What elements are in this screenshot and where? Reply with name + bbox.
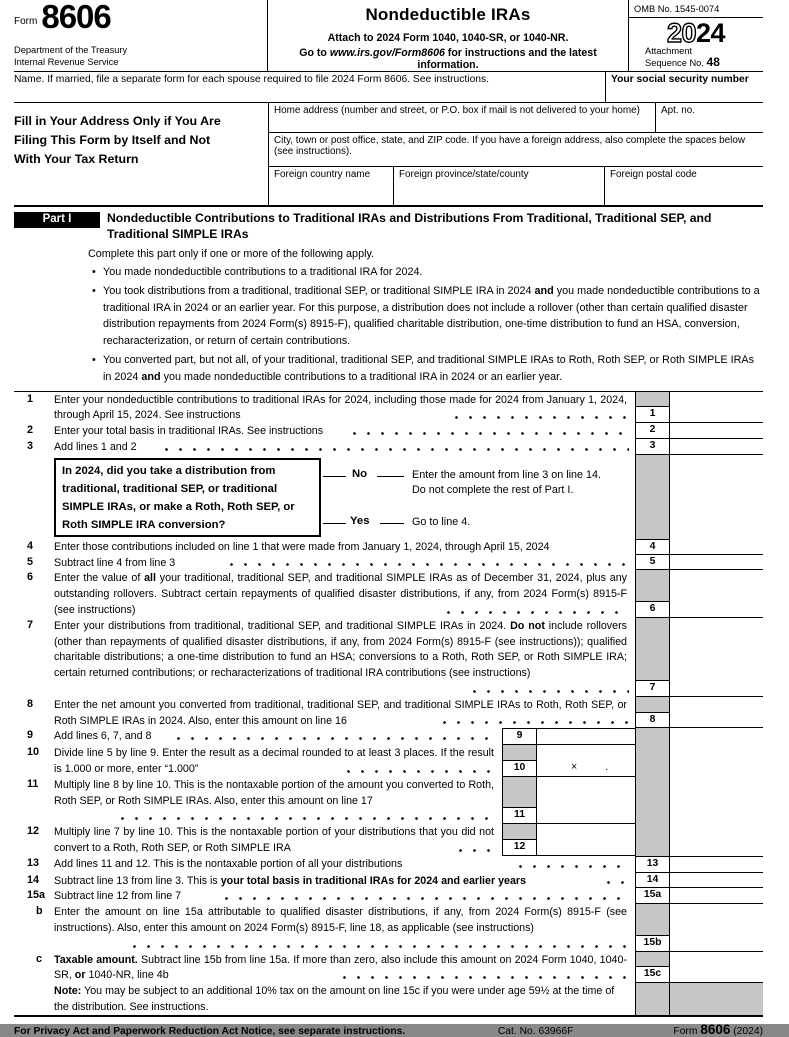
home-address-field[interactable] xyxy=(269,103,655,132)
dot-leader xyxy=(132,944,629,949)
foreign-country-label: Foreign country name xyxy=(274,169,371,180)
line-6-amount-input[interactable] xyxy=(670,602,763,617)
shaded-column xyxy=(635,824,670,856)
line-14-number: 14 xyxy=(27,873,40,886)
city-state-zip-field[interactable] xyxy=(269,133,763,167)
line-15a-box-number: 15a xyxy=(635,888,670,903)
line-1-box-number: 1 xyxy=(635,407,670,422)
line-7-box-number: 7 xyxy=(635,681,670,696)
line-1-amount-input[interactable] xyxy=(670,407,763,422)
form-title-block xyxy=(268,0,628,71)
form-id-block xyxy=(14,0,268,71)
line-6-label: Enter the value of all your traditional, traditional SEP, and traditional SIMPLE IRAs as of December 31, 2024, plus any outstanding rollovers. Subtract certain repayments of qualified disaster distributions, if any, from 2024 Form(s) 8915-F (see instructions) xyxy=(54,572,627,616)
line-9-row xyxy=(14,728,763,745)
dot-leader xyxy=(342,975,629,980)
bullet-item: • You made nondeductible contributions to a traditional IRA for 2024. xyxy=(92,264,763,281)
line-15b-amount-input[interactable] xyxy=(670,936,763,951)
foreign-country-field[interactable] xyxy=(269,167,393,205)
line-3-box-number: 3 xyxy=(635,439,670,454)
shaded-cell xyxy=(502,824,537,840)
line-15b-number: b xyxy=(36,905,43,918)
line-7-label: Enter your distributions from traditional, traditional SEP, and traditional SIMPLE IRAs in 2024. Do not include rollovers (other than repayments of qualified disaster distributions, if any, from 2024 Form(s) 8915-F (see instructions)); qualified charitable distributions; a one-time distribution to fund an HSA; conversions to a Roth, Roth SEP, or Roth SIMPLE IRA; certain returned contributions; or recharacterizations of traditional IRA contributions (see instructions) xyxy=(54,618,635,697)
shaded-cell xyxy=(635,904,670,936)
line-12-amount-input[interactable] xyxy=(537,840,635,855)
dot-leader xyxy=(120,816,496,821)
connector-line xyxy=(323,476,346,477)
line-5-row xyxy=(14,555,763,571)
dot-leader xyxy=(458,848,496,853)
line-15c-label: Taxable amount. Subtract line 15b from line 15a. If more than zero, also include this amount on 2024 Form 1040, 1040-SR, or 1040-NR, line 4b xyxy=(54,953,627,982)
line-12-row xyxy=(14,824,763,856)
line-15a-number: 15a xyxy=(27,889,46,902)
line-8-row xyxy=(14,697,763,729)
name-label: Name. If married, file a separate form for each spouse required to file 2024 Form 8606. See instructions. xyxy=(14,74,490,85)
city-state-zip-label: City, town or post office, state, and ZIP code. If you have a foreign address, also complete the spaces below (see instructions). xyxy=(274,135,745,157)
line-10-box-number: 10 xyxy=(502,761,537,776)
line-15c-box-number: 15c xyxy=(635,967,670,982)
shaded-cell xyxy=(502,745,537,761)
line-9-number: 9 xyxy=(27,729,34,742)
goto-instruction xyxy=(268,47,628,71)
dot-leader xyxy=(164,447,629,452)
catalog-number: Cat. No. 63966F xyxy=(497,1025,574,1037)
line-15b-row xyxy=(14,904,763,951)
line-4-label: Enter those contributions included on line 1 that were made from January 1, 2024, through April 15, 2024 xyxy=(54,540,550,553)
line-15b-box-number: 15b xyxy=(635,936,670,951)
line-12-box-number: 12 xyxy=(502,840,537,855)
line-10-number: 10 xyxy=(27,746,40,759)
line-7-amount-input[interactable] xyxy=(670,681,763,696)
foreign-province-field[interactable] xyxy=(393,167,604,205)
line-15c-row xyxy=(14,952,763,984)
foreign-province-label: Foreign province/state/county xyxy=(399,169,529,180)
shaded-cell xyxy=(670,983,763,1015)
foreign-postal-field[interactable] xyxy=(604,167,763,205)
tax-year xyxy=(629,18,763,46)
goto-pre: Go to xyxy=(299,47,330,59)
shaded-cell xyxy=(635,392,670,408)
address-fields xyxy=(268,103,763,205)
year-outline: 20 xyxy=(666,18,696,48)
shaded-cell xyxy=(635,455,670,539)
line-8-box-number: 8 xyxy=(635,713,670,728)
form-title: Nondeductible IRAs xyxy=(365,5,531,24)
line-12-number: 12 xyxy=(27,825,40,838)
question-box: In 2024, did you take a distribution from traditional, traditional SEP, or traditional SIMPLE IRAs, or make a Roth, Roth SEP, or Roth SIMPLE IRA conversion? xyxy=(54,458,321,537)
bullet-item: • You converted part, but not all, of your traditional, traditional SEP, and traditional SIMPLE IRAs to Roth, Roth SEP, or Roth SIMPLE IRAs in 2024 and you made nondeductible contributions to a traditional IRA in 2024 or an earlier year. xyxy=(92,352,763,386)
line-9-box-number: 9 xyxy=(502,729,537,744)
yes-label: Yes xyxy=(350,514,370,527)
multiply-sign: × xyxy=(571,760,578,773)
note-row xyxy=(14,983,763,1015)
part1-badge: Part I xyxy=(14,212,100,228)
name-ssn-row xyxy=(14,72,763,103)
line-14-box-number: 14 xyxy=(635,873,670,888)
line-8-label: Enter the net amount you converted from traditional, traditional SEP, and traditional SIMPLE IRAs to Roth, Roth SEP, or Roth SIMPLE IRAs in 2024. Also, enter this amount on line 16 xyxy=(54,698,627,727)
dot-leader xyxy=(446,610,629,615)
shaded-cell xyxy=(635,618,670,681)
line-8-amount-input[interactable] xyxy=(670,713,763,728)
form-number: 8606 xyxy=(41,0,111,35)
line-4-number: 4 xyxy=(27,539,34,552)
line-13-amount-input[interactable] xyxy=(670,857,763,872)
line-9-amount-input[interactable] xyxy=(537,729,635,744)
line-13-number: 13 xyxy=(27,856,40,869)
shaded-cell xyxy=(635,570,670,602)
dot-leader xyxy=(229,562,629,567)
line-11-amount-input[interactable] xyxy=(537,808,635,823)
sequence-number: 48 xyxy=(706,55,720,69)
line-5-amount-input[interactable] xyxy=(670,555,763,570)
line-13-row xyxy=(14,856,763,873)
line-5-number: 5 xyxy=(27,555,34,568)
form-word: Form xyxy=(14,16,38,27)
part1-header xyxy=(14,207,763,245)
apt-no-field[interactable] xyxy=(655,103,763,132)
shaded-cell xyxy=(635,697,670,713)
attachment-label: Attachment xyxy=(645,46,693,56)
foreign-postal-label: Foreign postal code xyxy=(610,169,697,180)
part1-bullets xyxy=(92,264,763,386)
line-14-amount-input[interactable] xyxy=(670,873,763,888)
line-5-label: Subtract line 4 from line 3 xyxy=(54,555,635,571)
dept-line1: Department of the Treasury xyxy=(14,45,128,55)
form-footer xyxy=(14,1015,763,1037)
dot-leader xyxy=(352,431,629,436)
line-2-label: Enter your total basis in traditional IRAs. See instructions xyxy=(54,423,635,439)
line-2-box-number: 2 xyxy=(635,423,670,438)
line-1-row xyxy=(14,392,763,424)
dot-leader xyxy=(606,880,629,885)
shaded-column xyxy=(635,745,670,777)
line-1-label: Enter your nondeductible contributions to traditional IRAs for 2024, including those made for 2024 from January 1, 2024, through April 15, 2024. See instructions xyxy=(54,393,627,422)
line-6-row xyxy=(14,570,763,617)
line-3-amount-input[interactable] xyxy=(670,439,763,454)
line-15b-label: Enter the amount on line 15a attributable to qualified disaster distributions, if any, from 2024 Form(s) 8915-F (see instructions). Also, enter this amount on 2024 Form(s) 8915-F, line 18, as applicable (see instructions) xyxy=(54,904,635,951)
no-label: No xyxy=(352,467,368,480)
line-15a-row xyxy=(14,888,763,904)
line-15c-amount-input[interactable] xyxy=(670,967,763,982)
dot-leader xyxy=(346,769,496,774)
line-9-label: Add lines 6, 7, and 8 xyxy=(54,728,502,744)
line-13-label: Add lines 11 and 12. This is the nontaxable portion of all your distributions xyxy=(54,856,635,872)
part1-intro: Complete this part only if one or more of the following apply. xyxy=(88,248,375,260)
dept-line2: Internal Revenue Service xyxy=(14,56,119,67)
attachment-sequence xyxy=(629,46,763,69)
connector-line xyxy=(323,523,346,524)
form-header xyxy=(14,0,763,72)
line-15a-amount-input[interactable] xyxy=(670,888,763,903)
line-3-label: Add lines 1 and 2 xyxy=(54,439,635,455)
line-7-number: 7 xyxy=(27,618,34,631)
line-5-box-number: 5 xyxy=(635,555,670,570)
privacy-notice: For Privacy Act and Paperwork Reduction Act Notice, see separate instructions. xyxy=(14,1025,406,1037)
attach-instruction: Attach to 2024 Form 1040, 1040-SR, or 1040-NR. xyxy=(327,32,569,44)
shaded-cell xyxy=(502,777,537,809)
name-field[interactable] xyxy=(14,72,605,102)
line-11-label: Multiply line 8 by line 10. This is the nontaxable portion of the amount you converted to Roth, Roth SEP, or Roth SIMPLE IRAs. Also, enter this amount on line 17 xyxy=(54,777,502,824)
connector-line xyxy=(377,476,404,477)
distribution-question-block xyxy=(14,455,763,539)
line-15a-label: Subtract line 12 from line 7 xyxy=(54,888,635,904)
department-lines xyxy=(14,45,263,68)
line-2-number: 2 xyxy=(27,424,34,437)
footer-form-id: Form 8606 (2024) xyxy=(673,1021,763,1037)
line-11-number: 11 xyxy=(27,777,39,790)
apt-no-label: Apt. no. xyxy=(661,105,696,116)
line-8-number: 8 xyxy=(27,697,34,710)
part1-lines xyxy=(14,391,763,1015)
dot-leader xyxy=(518,864,629,869)
shaded-column xyxy=(635,777,670,824)
note-text: Note: You may be subject to an additional 10% tax on the amount on line 15c if you were under age 59½ at the time of the distribution. See instructions. xyxy=(54,985,615,1013)
dot-leader xyxy=(472,689,629,694)
line-10-decimal-input[interactable] xyxy=(537,761,635,776)
line-4-box-number: 4 xyxy=(635,539,670,554)
line-12-label: Multiply line 7 by line 10. This is the nontaxable portion of your distributions that you did not convert to a Roth, Roth SEP, or Roth SIMPLE IRA xyxy=(54,826,494,854)
line-6-box-number: 6 xyxy=(635,602,670,617)
shaded-cell xyxy=(635,952,670,968)
dot-leader xyxy=(442,720,629,725)
home-address-label: Home address (number and street, or P.O. box if mail is not delivered to your home) xyxy=(274,105,640,116)
sequence-label: Sequence No. xyxy=(645,58,707,68)
line-2-amount-input[interactable] xyxy=(670,423,763,438)
dot-leader xyxy=(224,896,629,901)
address-sidebar-label: Fill in Your Address Only if You Are Filing This Form by Itself and Not With Your Tax Return xyxy=(14,114,221,166)
dot-leader xyxy=(176,736,496,741)
shaded-cell xyxy=(635,983,670,1015)
year-solid: 24 xyxy=(696,18,726,48)
line-7-row xyxy=(14,618,763,697)
omb-number: OMB No. 1545-0074 xyxy=(629,0,763,18)
line-4-row xyxy=(14,539,763,555)
no-instruction: Enter the amount from line 3 on line 14. Do not complete the rest of Part I. xyxy=(412,468,602,497)
line-3-row xyxy=(14,439,763,455)
decimal-point: . xyxy=(605,760,609,773)
line-14-row xyxy=(14,873,763,889)
ssn-field[interactable] xyxy=(605,72,763,102)
ssn-label: Your social security number xyxy=(611,74,749,85)
line-11-row xyxy=(14,777,763,824)
line-4-amount-input[interactable] xyxy=(670,539,763,554)
line-13-box-number: 13 xyxy=(635,857,670,872)
line-10-row xyxy=(14,745,763,777)
connector-line xyxy=(380,523,404,524)
line-1-number: 1 xyxy=(27,392,34,405)
goto-post: for instructions and the latest information. xyxy=(417,47,597,71)
omb-year-block xyxy=(628,0,763,71)
line-3-number: 3 xyxy=(27,439,34,452)
line-6-number: 6 xyxy=(27,571,34,584)
yes-instruction: Go to line 4. xyxy=(412,515,471,528)
shaded-column xyxy=(635,728,670,745)
address-block xyxy=(14,103,763,207)
line-11-box-number: 11 xyxy=(502,808,537,823)
line-2-row xyxy=(14,423,763,439)
part1-title: Nondeductible Contributions to Traditional IRAs and Distributions From Traditional, Traditional SEP, and Traditional SIMPLE IRAs xyxy=(107,211,712,241)
line-14-label: Subtract line 13 from line 3. This is your total basis in traditional IRAs for 2024 and earlier years xyxy=(54,873,635,889)
irs-url-link[interactable]: www.irs.gov/Form8606 xyxy=(329,47,445,59)
dot-leader xyxy=(454,415,629,420)
bullet-item: • You took distributions from a traditional, traditional SEP, or traditional SIMPLE IRA in 2024 and you made nondeductible contributions to a traditional IRA in 2024 or an earlier year. For this purpose, a distribution does not include a rollover (other than certain qualified disaster distribution repayments from 2024 Form(s) 8915-F), qualified charitable distribution, one-time distribution to fund an HSA, conversion, recharacterization, or return of certain contributions. xyxy=(92,283,763,350)
line-15c-number: c xyxy=(36,952,43,965)
line-10-label: Divide line 5 by line 9. Enter the result as a decimal rounded to at least 3 places. If the result is 1.000 or more, enter “1.000” xyxy=(54,747,494,775)
